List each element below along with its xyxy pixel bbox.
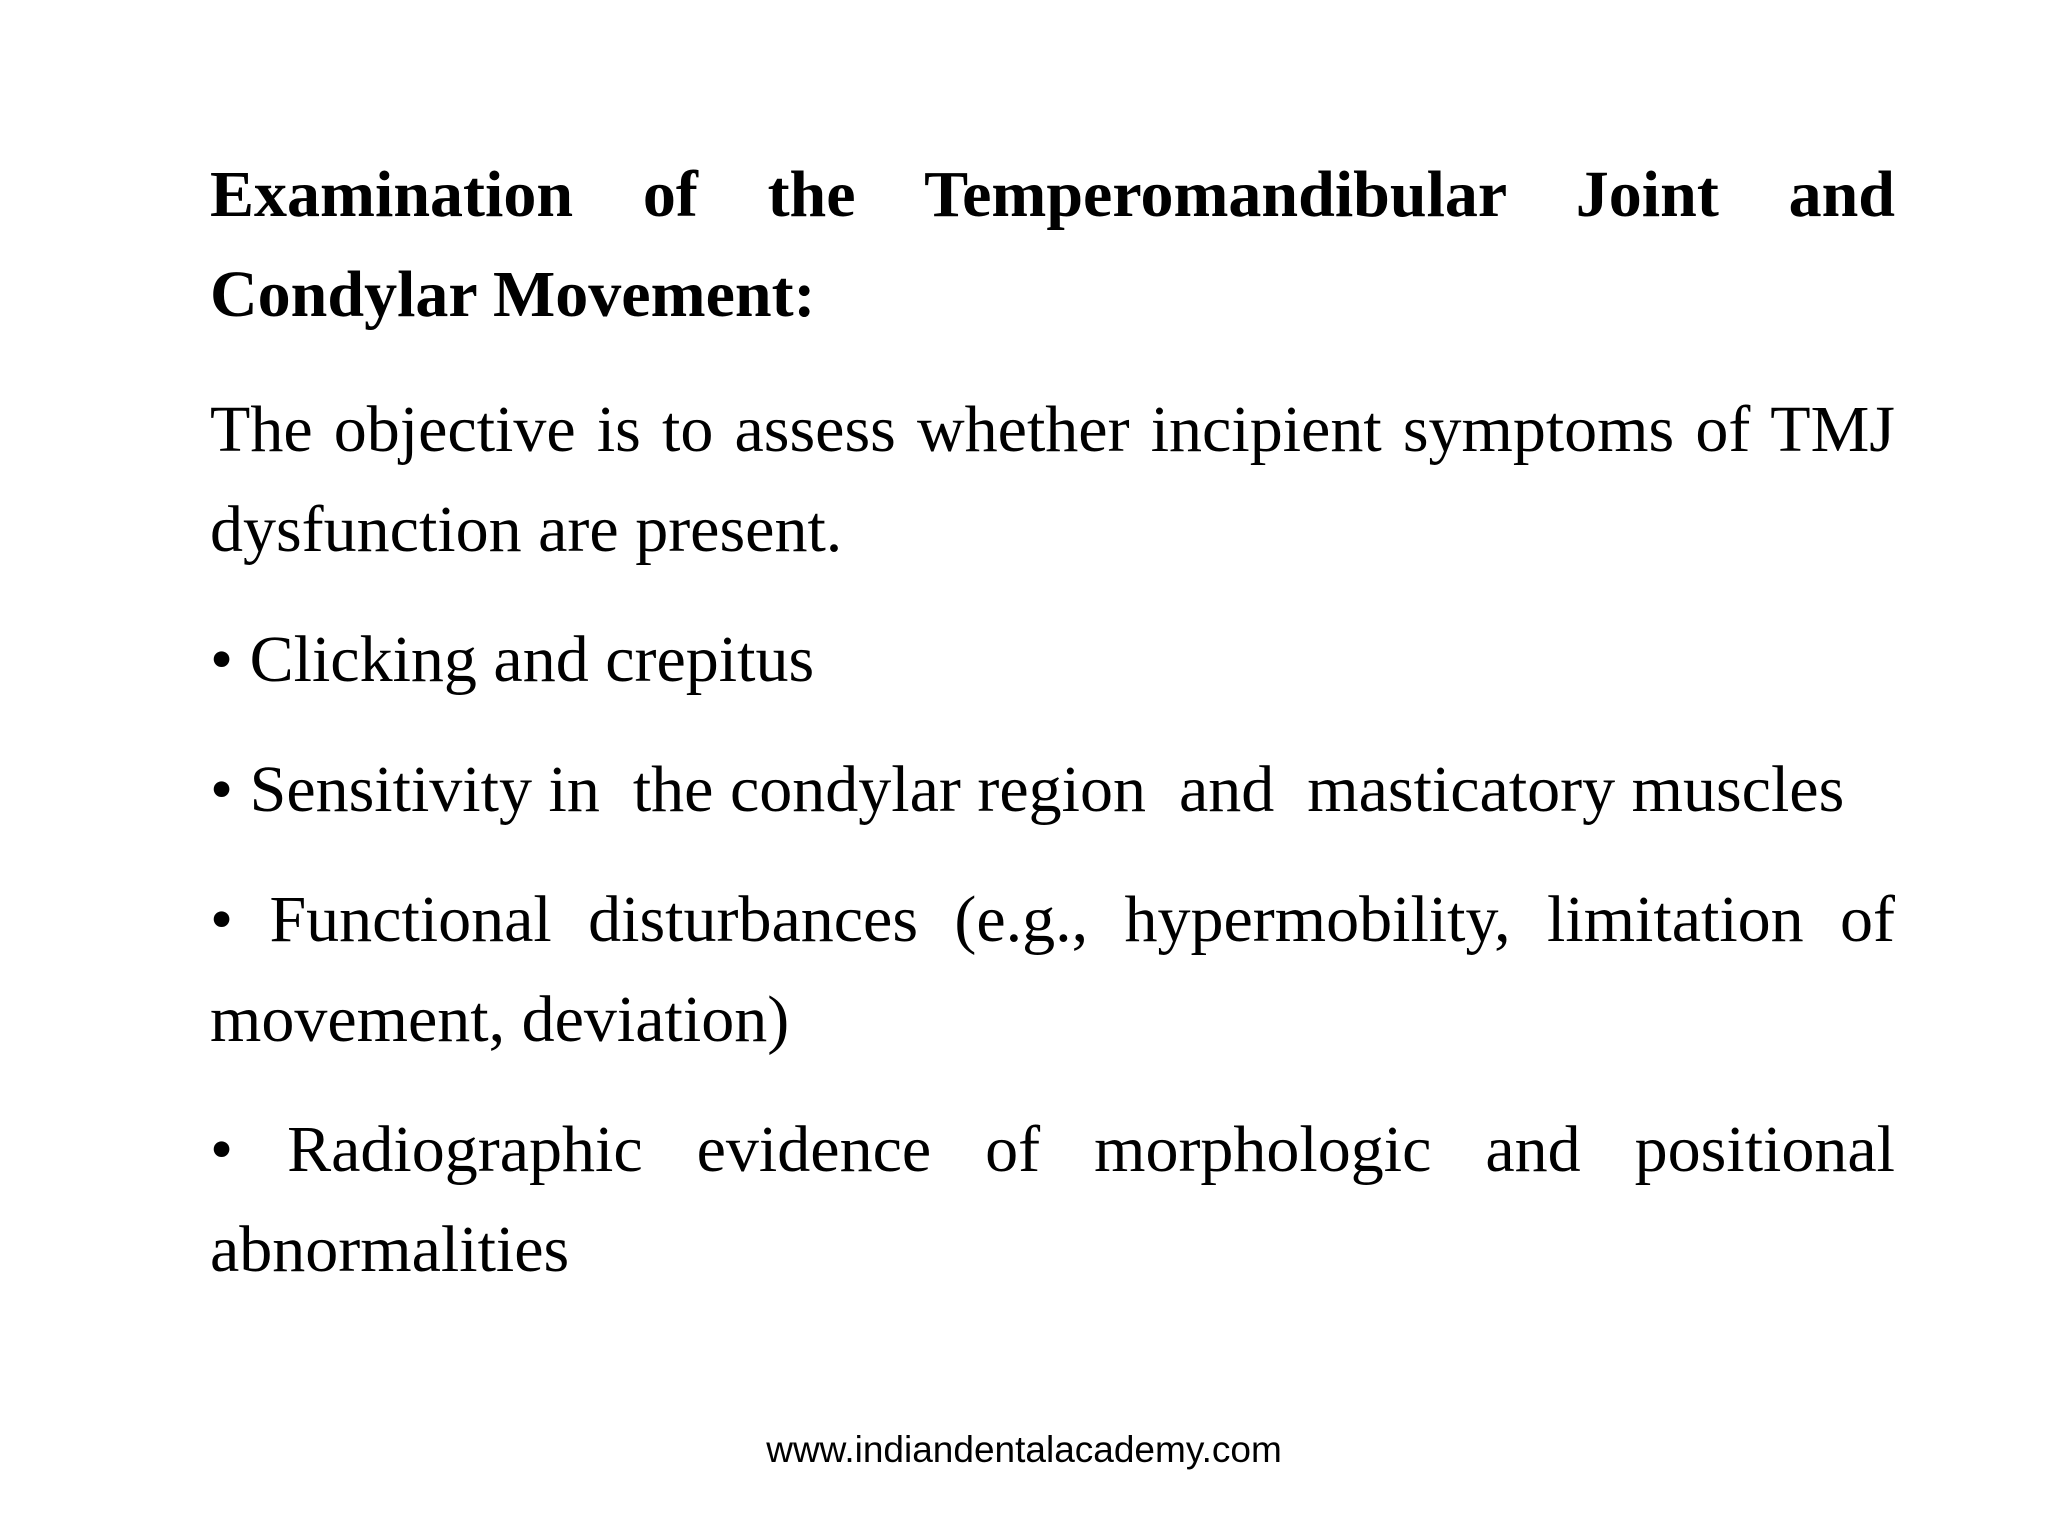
bullet-clicking: • Clicking and crepitus (210, 623, 815, 696)
bullet-sensitivity: • Sensitivity in the condylar region and masticatory muscles (210, 753, 1845, 826)
slide-content (210, 145, 1895, 1300)
footer-website: www.indiandentalacademy.com (766, 1429, 1282, 1470)
slide-title: Examination of the Temperomandibular Joint and Condylar Movement: (210, 158, 1895, 331)
intro-paragraph: The objective is to assess whether incipient symptoms of TMJ dysfunction are present. (210, 393, 1895, 566)
bullet-radiographic-evidence: • Radiographic evidence of morphologic and positional abnormalities (210, 1113, 1895, 1286)
bullet-functional-disturbances: • Functional disturbances (e.g., hypermobility, limitation of movement, deviation) (210, 883, 1895, 1056)
